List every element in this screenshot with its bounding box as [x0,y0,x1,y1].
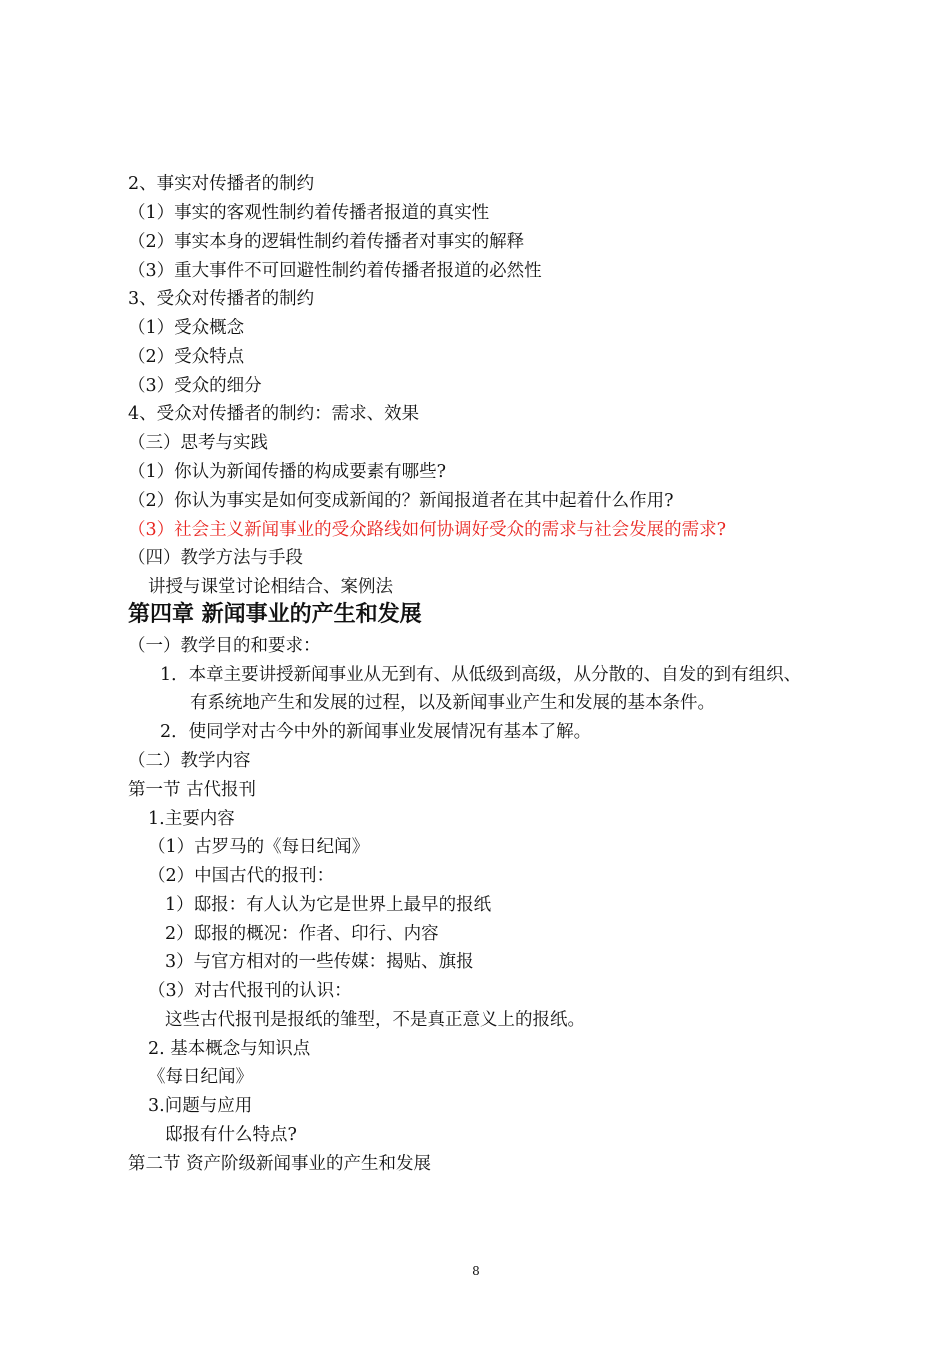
section-heading: 第二节 资产阶级新闻事业的产生和发展 [128,1154,432,1174]
subsection-heading: 2. 基本概念与知识点 [148,1039,311,1059]
section-heading: 2、事实对传播者的制约 [128,174,315,194]
subsection-heading: 1.主要内容 [148,809,235,829]
list-item: （2）中国古代的报刊： [148,866,335,886]
highlighted-question: （3）社会主义新闻事业的受众路线如何协调好受众的需求与社会发展的需求? [128,520,727,540]
paragraph: 2．使同学对古今中外的新闻事业发展情况有基本了解。 [160,722,592,742]
section-heading: （三）思考与实践 [128,433,268,453]
list-item: 2）邸报的概况：作者、印行、内容 [165,924,439,944]
list-item: （2）事实本身的逻辑性制约着传播者对事实的解释 [128,232,525,252]
paragraph: 有系统地产生和发展的过程，以及新闻事业产生和发展的基本条件。 [190,693,715,713]
list-item: （2）受众特点 [128,347,245,367]
list-item: （1）事实的客观性制约着传播者报道的真实性 [128,203,490,223]
section-heading: （一）教学目的和要求： [128,636,321,656]
section-heading: 第一节 古代报刊 [128,780,257,800]
paragraph: 讲授与课堂讨论相结合、案例法 [148,577,393,597]
section-heading: （二）教学内容 [128,751,251,771]
list-item: （3）受众的细分 [128,376,262,396]
paragraph: 《每日纪闻》 [148,1067,253,1087]
question-item: （1）你认为新闻传播的构成要素有哪些? [128,462,447,482]
paragraph: 邸报有什么特点? [165,1125,297,1145]
list-item: （1）受众概念 [128,318,245,338]
list-item: （3）重大事件不可回避性制约着传播者报道的必然性 [128,261,542,281]
question-item: （2）你认为事实是如何变成新闻的？新闻报道者在其中起着什么作用? [128,491,674,511]
subsection-heading: 3.问题与应用 [148,1096,253,1116]
page-number: 8 [472,1264,480,1278]
section-heading: 3、受众对传播者的制约 [128,289,315,309]
section-heading: 4、受众对传播者的制约：需求、效果 [128,404,420,424]
list-item: 1）邸报：有人认为它是世界上最早的报纸 [165,895,492,915]
chapter-title: 第四章 新闻事业的产生和发展 [128,602,422,627]
list-item: （3）对古代报刊的认识： [148,981,352,1001]
paragraph: 这些古代报刊是报纸的雏型，不是真正意义上的报纸。 [165,1010,585,1030]
list-item: （1）古罗马的《每日纪闻》 [148,837,370,857]
section-heading: （四）教学方法与手段 [128,548,303,568]
list-item: 3）与官方相对的一些传媒：揭贴、旗报 [165,952,474,972]
paragraph: 1．本章主要讲授新闻事业从无到有、从低级到高级，从分散的、自发的到有组织、 [160,665,802,685]
